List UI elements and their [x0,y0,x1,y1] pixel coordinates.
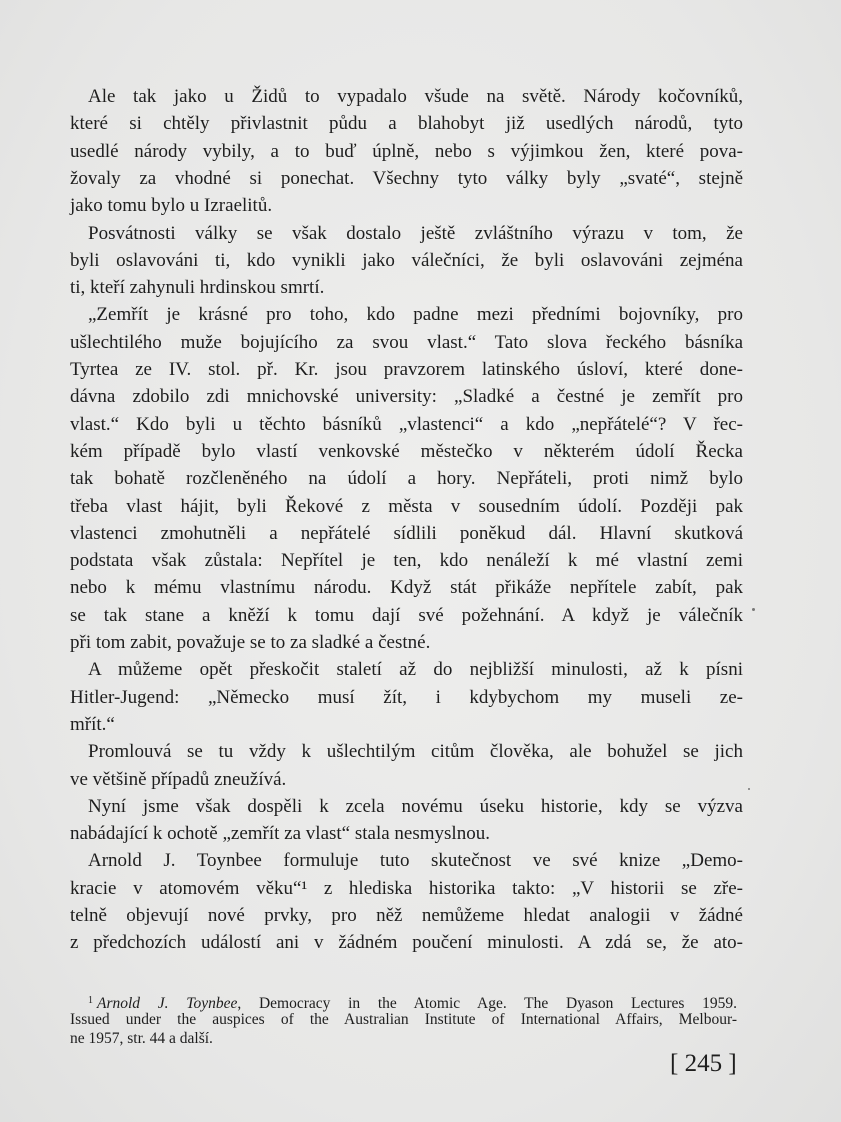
text-line: tak bohatě rozčleněného na údolí a hory. Nepřáteli, proti nimž bylo [70,468,743,490]
text-line: byli oslavováni ti, kdo vynikli jako válečníci, že byli oslavováni zejména [70,249,743,271]
text-line: Promlouvá se tu vždy k ušlechtilým citům člověka, ale bohužel se jich [88,741,743,763]
text-line: Posvátnosti války se však dostalo ještě zvláštního výrazu v tom, že [88,222,743,244]
text-line: ušlechtilého muže bojujícího za svou vlast.“ Tato slova řeckého básníka [70,331,743,353]
text-line: dávna zdobilo zdi mnichovské university: „Sladké a čestné je zemřít pro [70,386,743,408]
text-line: jako tomu bylo u Izraelitů. [70,195,273,217]
text-line: Nyní jsme však dospěli k zcela novému úseku historie, kdy se výzva [88,795,743,817]
footnote-citation: , Democracy in the Atomic Age. The Dyason Lectures 1959. [237,995,737,1012]
text-line: A můžeme opět přeskočit staletí až do nejbližší minulosti, až k písni [88,659,743,681]
text-line: usedlé národy vybily, a to buď úplně, nebo s výjimkou žen, které pova- [70,140,743,162]
text-line: kracie v atomovém věku“¹ z hlediska historika takto: „V historii se zře- [70,877,743,899]
text-line: podstata však zůstala: Nepřítel je ten, kdo nenáleží k mé vlastní zemi [70,550,743,572]
text-line: Tyrtea ze IV. stol. př. Kr. jsou pravzorem latinského úsloví, které done- [70,359,743,380]
text-line: nabádající k ochotě „zemřít za vlast“ stala nesmyslnou. [70,823,490,845]
text-line: Arnold J. Toynbee formuluje tuto skutečnost ve své knize „Demo- [88,850,743,872]
text-line: třeba vlast hájit, byli Řekové z města v sousedním údolí. Později pak [70,495,743,517]
text-line: „Zemřít je krásné pro toho, kdo padne mezi předními bojovníky, pro [88,304,743,326]
text-line: vlastenci zmohutněli a nepřátelé sídlili poněkud dál. Hlavní skutková [70,522,743,544]
text-line: které si chtěly přivlastnit půdu a blahobyt již usedlých národů, tyto [70,113,743,135]
text-line: kém případě bylo vlastí venkovské městečko v některém údolí Řecka [70,440,743,462]
text-line: se tak stane a kněží k tomu dají své požehnání. A když je válečník [70,604,743,626]
footnote-line-3: ne 1957, str. 44 a další. [70,1030,213,1047]
footnote-line-2: Issued under the auspices of the Australian Institute of International Affairs, Melbour- [70,1011,737,1028]
text-line: Hitler-Jugend: „Německo musí žít, i kdybychom my museli ze- [70,686,743,708]
text-line: vlast.“ Kdo byli u těchto básníků „vlastenci“ a kdo „nepřátelé“? V řec- [70,413,743,435]
scan-speck [752,608,755,611]
text-line: Ale tak jako u Židů to vypadalo všude na světě. Národy kočovníků, [88,86,743,107]
page-number: [ 245 ] [670,1050,737,1077]
footnote-author: Arnold J. Toynbee [97,995,238,1012]
scan-speck [748,788,750,790]
text-line: ti, kteří zahynuli hrdinskou smrtí. [70,277,325,299]
text-line: mřít.“ [70,713,115,735]
text-line: nebo k mému vlastnímu národu. Když stát přikáže nepřítele zabít, pak [70,577,743,599]
text-line: ve většině případů zneužívá. [70,768,287,790]
text-line: telně objevují nové prvky, pro něž nemůžeme hledat analogii v žádné [70,905,743,926]
text-line: žovaly za vhodné si ponechat. Všechny tyto války byly „svaté“, stejně [70,167,743,189]
footnote-line-1 [88,992,737,1010]
footnote-marker: 1 [88,995,93,1006]
text-line: z předchozích událostí ani v žádném poučení minulosti. A zdá se, že ato- [70,932,743,954]
text-line: při tom zabit, považuje se to za sladké a čestné. [70,632,431,653]
